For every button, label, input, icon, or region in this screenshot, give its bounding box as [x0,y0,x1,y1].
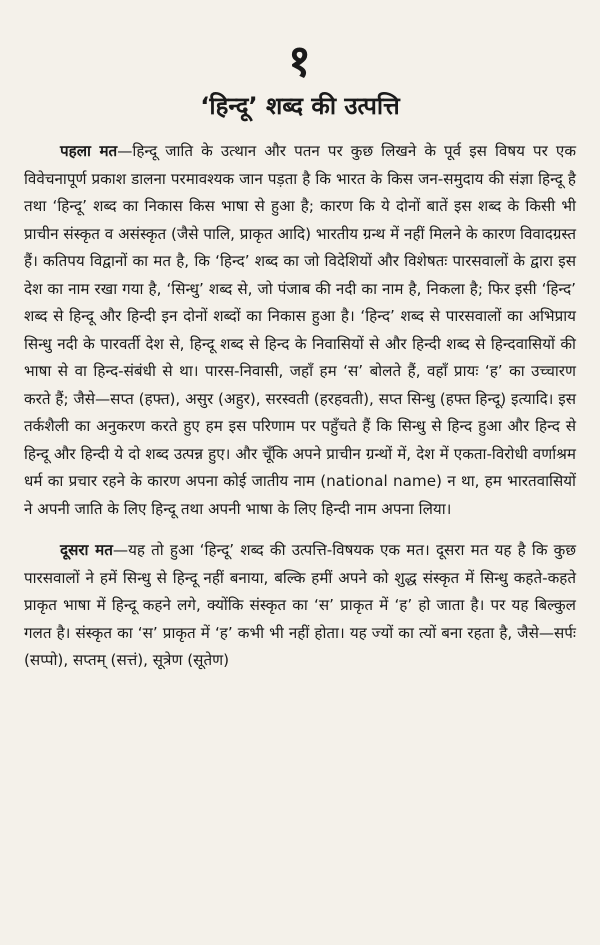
paragraph-first-opinion [24,138,576,523]
chapter-title: ‘हिन्दू’ शब्द की उत्पत्ति [200,92,400,120]
second-opinion-text: —यह तो हुआ ‘हिन्दू’ शब्द की उत्पत्ति-विषयक एक मत। दूसरा मत यह है कि कुछ पारसवालों ने हमें सिन्धु से हिन्दू नहीं बनाया, बल्कि हमीं अपने को शुद्ध संस्कृत में सिन्धु कहते-कहते प्राकृत भाषा में हिन्दू कहने लगे, क्योंकि संस्कृत का ‘स’ प्राकृत में ‘ह’ हो जाता है। पर यह बिल्कुल गलत है। संस्कृत का ‘स’ प्राकृत में ‘ह’ कभी भी नहीं होता। यह ज्यों का त्यों बना रहता है, जैसे—सर्पः (सप्पो), सप्तम् (सत्तं), सूत्रेण (सूतेण) [24,541,576,669]
second-opinion-heading: दूसरा मत [60,541,113,559]
first-opinion-text: —हिन्दू जाति के उत्थान और पतन पर कुछ लिखने के पूर्व इस विषय पर एक विवेचनापूर्ण प्रकाश डालना परमावश्यक जान पड़ता है कि भारत के किस जन-समुदाय की संज्ञा हिन्दू है तथा ‘हिन्दू’ शब्द का निकास किस भाषा से हुआ है; कारण कि ये दोनों बातें इस शब्द के किसी भी प्राचीन संस्कृत व असंस्कृत (जैसे पालि, प्राकृत आदि) भारतीय ग्रन्थ में नहीं मिलने के कारण विवादग्रस्त हैं। कतिपय विद्वानों का मत है, कि ‘हिन्द’ शब्द का जो विदेशियों और विशेषतः पारसवालों के द्वारा इस देश का नाम रखा गया है, ‘सिन्धु’ शब्द से, जो पंजाब की नदी का नाम है, निकला है; फिर इसी ‘हिन्द’ शब्द से हिन्दू और हिन्दी इन दोनों शब्दों का निकास हुआ है। ‘हिन्द’ शब्द से पारसवालों का अभिप्राय सिन्धु नदी के पारवर्ती देश से, हिन्दू शब्द से हिन्द के निवासियों से और हिन्दी शब्द से हिन्दवासियों की भाषा से वा हिन्द-संबंधी से था। पारस-निवासी, जहाँ हम ‘स’ बोलते हैं, वहाँ प्रायः ‘ह’ का उच्चारण करते हैं; जैसे—सप्त (हफ्त), असुर (अहुर), सरस्वती (हरहवती), सप्त सिन्धु (हफ्त हिन्दू) इत्यादि। इस तर्कशैली का अनुकरण करते हुए हम इस परिणाम पर पहुँचते हैं कि सिन्धु से हिन्द हुआ और हिन्द से हिन्दू और हिन्दी ये दो शब्द उत्पन्न हुए। और चूँकि अपने प्राचीन ग्रन्थों में, देश में एकता-विरोधी वर्णाश्रम धर्म का प्रचार रहने के कारण अपना कोई जातीय नाम (national name) न था, हम भारतवासियों ने अपनी जाति के लिए हिन्दू तथा अपनी भाषा के लिए हिन्दी नाम अपना लिया। [24,142,576,518]
chapter-number: १ [288,36,312,87]
paragraph-second-opinion [24,537,576,675]
first-opinion-heading: पहला मत [60,142,118,160]
